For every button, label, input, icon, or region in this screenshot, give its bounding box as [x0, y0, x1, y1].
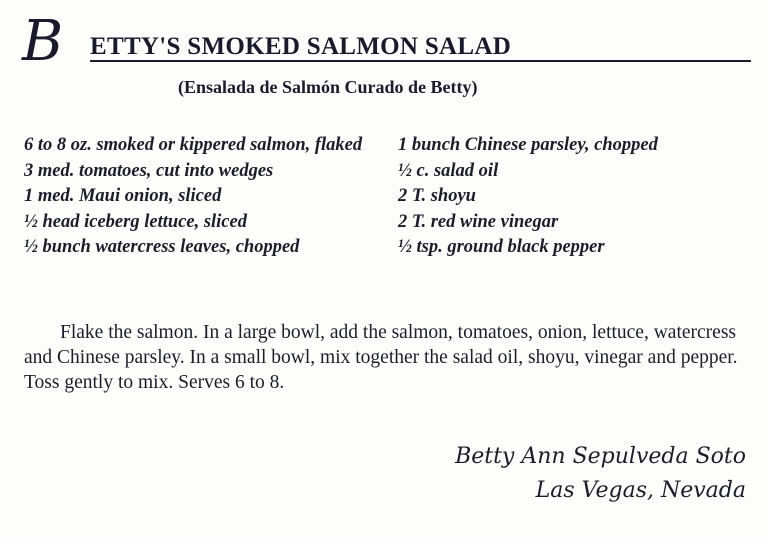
ingredient-item: ½ c. salad oil — [398, 160, 499, 181]
title-text: ETTY'S SMOKED SALMON SALAD — [90, 33, 512, 60]
ingredient-item: ½ tsp. ground black pepper — [398, 237, 605, 258]
title-underline — [90, 60, 751, 62]
ingredient-item: 1 bunch Chinese parsley, chopped — [398, 135, 658, 155]
ingredient-item: ½ head iceberg lettuce, sliced — [24, 211, 247, 232]
author-location: Las Vegas, Nevada — [535, 478, 746, 503]
recipe-attribution — [455, 440, 746, 508]
ingredient-item: 2 T. red wine vinegar — [398, 211, 559, 232]
title-initial-letter: B — [22, 9, 64, 74]
ingredients-list-right — [398, 133, 758, 261]
ingredients-list-left — [24, 133, 374, 261]
ingredient-item: 3 med. tomatoes, cut into wedges — [24, 160, 274, 181]
ingredient-item: ½ bunch watercress leaves, chopped — [24, 237, 300, 258]
author-name: Betty Ann Sepulveda Soto — [455, 444, 746, 469]
recipe-title — [22, 10, 754, 74]
ingredient-item: 6 to 8 oz. smoked or kippered salmon, flaked — [24, 135, 363, 155]
recipe-subtitle: (Ensalada de Salmón Curado de Betty) — [178, 77, 478, 97]
ingredient-item: 2 T. shoyu — [398, 186, 476, 207]
recipe-instructions: Flake the salmon. In a large bowl, add the salmon, tomatoes, onion, lettuce, watercress and Chinese parsley. In a small bowl, mix together the salad oil, shoyu, vinegar and pepper. Toss gently to mix. Serves 6 to 8. — [24, 322, 738, 393]
ingredient-item: 1 med. Maui onion, sliced — [24, 186, 222, 207]
